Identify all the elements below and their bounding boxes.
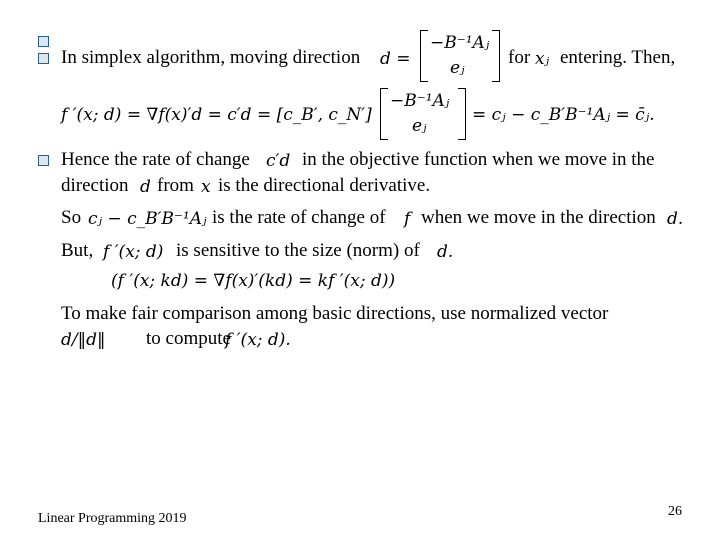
but-d: d. [437, 242, 454, 262]
so-text-b: is the rate of change of [212, 207, 386, 228]
so-text-c: when we move in the direction [421, 207, 656, 228]
fair-text: To make fair comparison among basic directions, use normalized vector [61, 303, 609, 324]
formula-rhs: = cⱼ − c_B′B⁻¹Aⱼ = c̄ⱼ. [472, 105, 655, 125]
formula-lhs: f ′(x; d) = ∇f(x)′d = c′d = [c_B′, c_N′] [61, 105, 372, 125]
but-text-a: But, [61, 240, 94, 261]
page-number: 26 [668, 504, 682, 519]
intro-xj: xⱼ [535, 49, 550, 69]
so-f: f [404, 209, 411, 229]
matrix-bottom: eⱼ [450, 58, 465, 78]
rate-text-a: Hence the rate of change [61, 149, 250, 170]
rate-cd: c′d [266, 151, 291, 171]
rate-text-b: in the objective function when we move in the [302, 149, 655, 170]
matrix-bracket-right [458, 88, 466, 140]
intro-d-eq: d = [380, 49, 411, 69]
footer-title: Linear Programming 2019 [38, 511, 187, 526]
direction-x: x [201, 177, 211, 197]
so-text-a: So [61, 207, 82, 228]
matrix-bracket-right [492, 30, 500, 82]
direction-text-b: from [157, 175, 194, 196]
so-d: d. [667, 209, 684, 229]
matrix-bracket-left [420, 30, 428, 82]
bullet-icon [38, 53, 49, 64]
direction-d: d [140, 177, 151, 197]
norm-expr: d/‖d‖ [61, 330, 106, 350]
formula-matrix [380, 88, 466, 140]
matrix-bottom: eⱼ [412, 116, 427, 136]
direction-text-c: is the directional derivative. [218, 175, 431, 196]
norm-expr2: f ′(x; d). [225, 330, 291, 350]
intro-for: for [508, 47, 531, 68]
but-expr: f ′(x; d) [103, 242, 164, 262]
matrix-top: −B⁻¹Aⱼ [430, 33, 490, 53]
bullet-icon [38, 155, 49, 166]
so-expr: cⱼ − c_B′B⁻¹Aⱼ [88, 209, 207, 229]
matrix-top: −B⁻¹Aⱼ [390, 91, 450, 111]
intro-entering: entering. Then, [560, 47, 676, 68]
norm-text: to compute [146, 328, 231, 349]
intro-text: In simplex algorithm, moving direction [61, 47, 361, 68]
but-text-b: is sensitive to the size (norm) of [176, 240, 420, 261]
matrix-bracket-left [380, 88, 388, 140]
bullet-icon [38, 36, 49, 47]
scale-equation: (f ′(x; kd) = ∇f(x)′(kd) = kf ′(x; d)) [111, 271, 396, 291]
direction-text-a: direction [61, 175, 129, 196]
direction-matrix [420, 30, 500, 82]
